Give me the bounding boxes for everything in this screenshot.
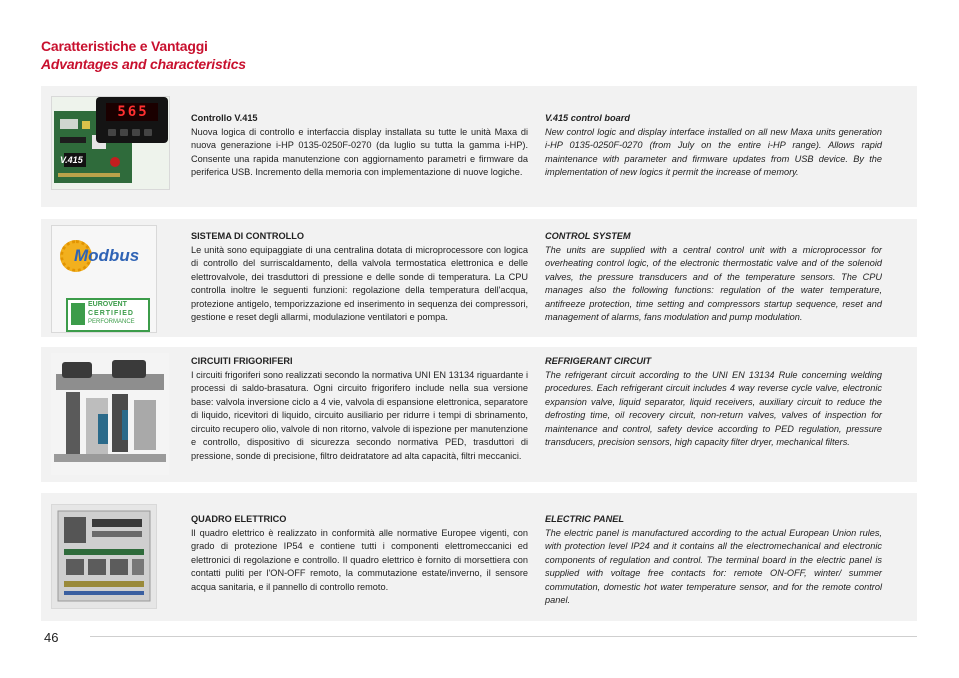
controller-board-image: [51, 96, 170, 190]
control-system-title-italian: SISTEMA DI CONTROLLO: [191, 231, 304, 241]
electric-panel-title-english: ELECTRIC PANEL: [545, 514, 624, 524]
electric-panel-text-english: [545, 513, 882, 608]
control-system-body-english: The units are supplied with a central control unit with a microprocessor for overheating control logic, of the electronic thermostatic valve and of the solenoid valves, the pressure transducers and of the temperature sensors. The CPU manages also the following functions: regulation of the water temperature, antifreeze protection, time setting and compressors startup sequence, reset and management of alarms, fans modulation and pump modulation.: [545, 244, 882, 322]
electric-panel-image: [51, 504, 157, 609]
controller-body-italian: Nuova logica di controllo e interfaccia display installata su tutte le unità Maxa di nuova generazione i-HP 0135-0250F-0270 (da luglio su tutta la gamma i-HP). Consente una rapida manutenzione con aggiornamento parametri e firmware da periferica USB. Incremento della memoria con implementazione di nuove logiche.: [191, 126, 528, 177]
controller-text-english: [545, 112, 882, 180]
eurovent-line-2: CERTIFIED: [88, 310, 134, 317]
refrigerant-text-italian: [191, 355, 528, 463]
section-control-system: [41, 219, 917, 337]
controller-body-english: New control logic and display interface installed on all new Maxa units generation i-HP 0135-0250F-0270 (from July on the entire i-HP range). Allows rapid maintenance with parameter and firmware updates from USB device. By the implementation of new logics it permit the increase of memory.: [545, 126, 882, 177]
section-electric-panel: [41, 493, 917, 621]
control-system-logos-image: [51, 225, 157, 333]
section-controller: [41, 86, 917, 207]
refrigerant-title-english: REFRIGERANT CIRCUIT: [545, 356, 652, 366]
eurovent-certification-badge: [66, 298, 150, 332]
control-system-text-english: [545, 230, 882, 325]
electric-panel-text-italian: [191, 513, 528, 594]
controller-board-label: V.415: [60, 155, 83, 165]
controller-title-english: V.415 control board: [545, 113, 630, 123]
control-system-body-italian: Le unità sono equipaggiate di una centralina dotata di microprocessore con logica di controllo del surriscaldamento, della valvola termostatica elettronica e delle elettrovalvole, dei trasduttori di pressione e delle sonde di temperatura. La CPU controlla inoltre le seguenti funzioni: regolazione della temperatura dell'acqua, protezione antigelo, temporizzazione ed inserimento in sequenza dei compressori, gestione e reset degli allarmi, modulazione ventilatori e pompa.: [191, 244, 528, 322]
eurovent-line-1: EUROVENT: [88, 301, 127, 308]
electric-panel-body-english: The electric panel is manufactured according to the actual European Union rules, with protection level IP24 and it contains all the electromechanical and electronic components of regulation and control. The terminal board in the electric panel is supplied with voltage free contacts for: remote ON-OFF, winter/ summer commutation, domestic hot water temperature sensor, and for the remote control panel.: [545, 527, 882, 605]
eurovent-line-3: PERFORMANCE: [88, 319, 135, 325]
modbus-logo: Modbus: [74, 246, 140, 265]
section-refrigerant-circuit: [41, 347, 917, 482]
electric-panel-body-italian: Il quadro elettrico è realizzato in conformità alle normative Europee vigenti, con grado di protezione IP54 e contiene tutti i componenti elettromeccanici ed elettronici di regolazione e controllo. Il quadro elettrico è fornito di morsettiera con contatti puliti per l'ON-OFF remoto, la commutazione estate/inverno, il sensore acqua sanitaria, e il pannello di controllo remoto.: [191, 527, 528, 592]
refrigerant-circuit-image: [51, 353, 169, 475]
controller-display-readout: 565: [117, 104, 149, 120]
page-title-english: Advantages and characteristics: [41, 56, 246, 72]
page-title-italian: Caratteristiche e Vantaggi: [41, 38, 208, 54]
refrigerant-title-italian: CIRCUITI FRIGORIFERI: [191, 356, 293, 366]
controller-text-italian: [191, 112, 528, 180]
controller-title-italian: Controllo V.415: [191, 113, 258, 123]
refrigerant-text-english: [545, 355, 882, 450]
eurovent-checkmark-icon: [71, 303, 85, 325]
refrigerant-body-english: The refrigerant circuit according to the UNI EN 13134 Rule concerning welding procedures. Each refrigerant circuit includes 4 way reverse cycle valve, electronic expansion valve, liquid separator, liquid receivers, auxiliary circuit to reduce the defrosting time, oil recovery circuit, non-return valves, valves of inspection for maintenance and control, safety device according to PED regulation, pressure transducers, precision sensors, high capacity filter dryer, mechanical filters.: [545, 369, 882, 447]
control-system-text-italian: [191, 230, 528, 325]
electric-panel-title-italian: QUADRO ELETTRICO: [191, 514, 287, 524]
footer-divider: [90, 636, 917, 637]
page-number: 46: [44, 630, 59, 645]
control-system-title-english: CONTROL SYSTEM: [545, 231, 631, 241]
refrigerant-body-italian: I circuiti frigoriferi sono realizzati secondo la normativa UNI EN 13134 riguardante i processi di saldo-brasatura. Ogni circuito frigorifero include nella sua versione base: valvola inversione ciclo a 4 vie, valvola di espansione elettronica, separatore di liquido, ricevitori di liquido, circuito ausiliario per ridurre i tempi di sbrinamento, circuito recupero olio, valvole di non ritorno, valvole di ispezione per manutenzione e controllo, dispositivo di sicurezza secondo normativa PED, trasduttori di pressione, sonde di precisione, filtro deidratatore ad alta capacità, filtri meccanici.: [191, 369, 528, 461]
